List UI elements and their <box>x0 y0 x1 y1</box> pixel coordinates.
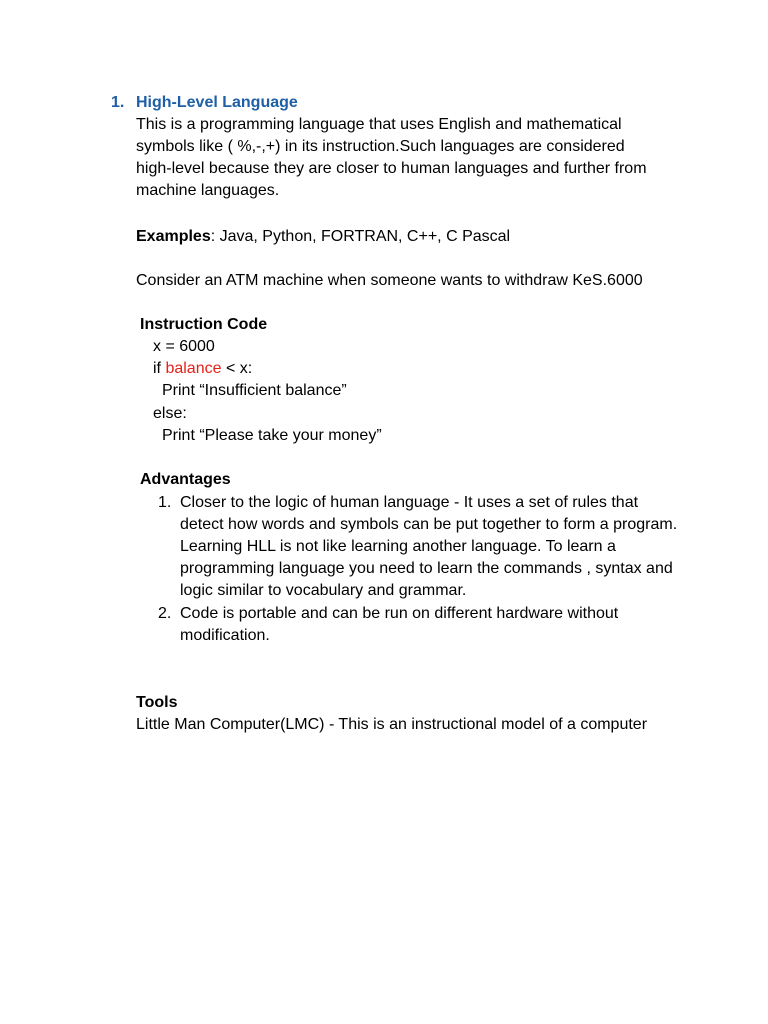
advantage-2-line-1: Code is portable and can be run on different hardware without <box>180 605 619 622</box>
examples-label: Examples <box>136 228 211 245</box>
advantage-1-line-1: Closer to the logic of human language - It uses a set of rules that <box>180 494 639 511</box>
tools-heading: Tools <box>136 694 178 711</box>
tools-text: Little Man Computer(LMC) - This is an instructional model of a computer <box>136 716 648 733</box>
advantage-1-number: 1. <box>158 494 172 511</box>
code-line-else: else: <box>153 405 187 422</box>
advantage-1-line-3: Learning HLL is not like learning another language. To learn a <box>180 538 616 555</box>
advantages-heading: Advantages <box>140 471 231 488</box>
code-line-print-money: Print “Please take your money” <box>162 427 382 444</box>
atm-sentence: Consider an ATM machine when someone wants to withdraw KeS.6000 <box>136 272 643 289</box>
if-keyword: if <box>153 360 166 377</box>
intro-line-4: machine languages. <box>136 182 280 199</box>
section-number: 1. <box>111 94 125 111</box>
code-line-print-insufficient: Print “Insufficient balance” <box>162 382 347 399</box>
examples-text: : Java, Python, FORTRAN, C++, C Pascal <box>210 228 511 245</box>
advantage-1-line-5: logic similar to vocabulary and grammar. <box>180 582 467 599</box>
advantage-2-number: 2. <box>158 605 172 622</box>
intro-line-3: high-level because they are closer to human languages and further from <box>136 160 647 177</box>
instruction-heading: Instruction Code <box>140 316 268 333</box>
advantage-1-line-4: programming language you need to learn the commands , syntax and <box>180 560 673 577</box>
advantage-2-line-2: modification. <box>180 627 270 644</box>
examples-line <box>136 227 510 247</box>
code-line-if <box>153 359 252 379</box>
advantage-1-line-2: detect how words and symbols can be put together to form a program. <box>180 516 678 533</box>
intro-line-1: This is a programming language that uses English and mathematical <box>136 116 622 133</box>
intro-line-2: symbols like ( %,-,+) in its instruction.Such languages are considered <box>136 138 625 155</box>
code-line-assign: x = 6000 <box>153 338 215 355</box>
condition-rest: < x: <box>221 360 253 377</box>
balance-variable: balance <box>165 360 222 377</box>
section-title: High-Level Language <box>136 94 298 111</box>
